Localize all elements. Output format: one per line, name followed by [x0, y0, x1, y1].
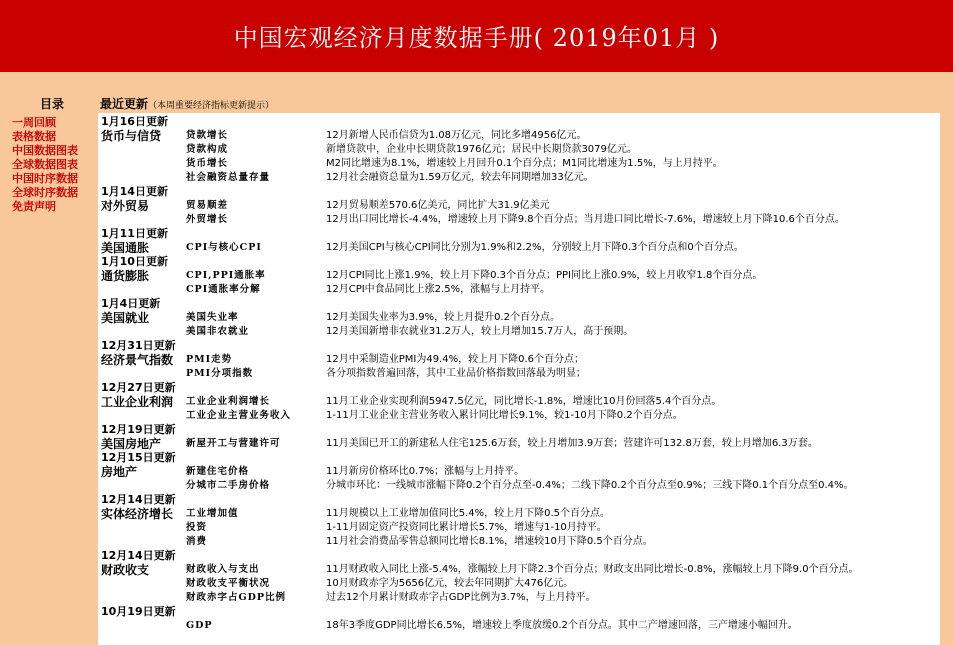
indicator-link[interactable]: 工业企业利润增长 [186, 396, 271, 407]
category-label: 财政收支 [101, 563, 150, 577]
indicator-description: 18年3季度GDP同比增长6.5%，增速较上季度放缓0.2个百分点。其中二产增速回落，三产增速小幅回升。 [326, 620, 798, 631]
update-date: 1月16日更新 [101, 115, 168, 128]
nav-link-global-timeseries[interactable]: 全球时序数据 [12, 186, 78, 199]
indicator-link[interactable]: 美国非农就业 [186, 326, 250, 337]
indicator-link[interactable]: 财政赤字占GDP比例 [186, 592, 286, 603]
indicator-row [98, 367, 940, 381]
update-date-row [98, 423, 940, 437]
indicator-description: 11月美国已开工的新建私人住宅125.6万套，较上月增加3.9万套；营建许可132.8万套，较上月增加6.3万套。 [326, 438, 818, 449]
indicator-row [98, 507, 940, 521]
indicator-description: 12月CPI中食品同比上涨2.5%，涨幅与上月持平。 [326, 284, 551, 295]
indicator-link[interactable]: 货币增长 [186, 158, 229, 169]
update-date-row [98, 115, 940, 129]
update-date-row [98, 381, 940, 395]
indicator-description: 12月贸易顺差570.6亿美元，同比扩大31.9亿美元 [326, 200, 550, 211]
update-date-row [98, 493, 940, 507]
indicator-row [98, 353, 940, 367]
indicator-link[interactable]: 外贸增长 [186, 214, 229, 225]
nav-link-china-charts[interactable]: 中国数据图表 [12, 144, 78, 157]
indicator-link[interactable]: 工业增加值 [186, 508, 239, 519]
update-date-row [98, 185, 940, 199]
indicator-description: 1-11月工业企业主营业务收入累计同比增长9.1%，较1-10月下降0.2个百分点。 [326, 410, 683, 421]
category-label: 实体经济增长 [101, 507, 174, 521]
indicator-row [98, 577, 940, 591]
indicator-description: M2同比增速为8.1%，增速较上月回升0.1个百分点；M1同比增速为1.5%，与上月持平。 [326, 158, 723, 169]
indicator-row [98, 325, 940, 339]
indicator-link[interactable]: PMI走势 [186, 354, 233, 365]
nav-link-global-charts[interactable]: 全球数据图表 [12, 158, 78, 171]
indicator-description: 11月新房价格环比0.7%；涨幅与上月持平。 [326, 466, 525, 477]
indicator-link[interactable]: 分城市二手房价格 [186, 480, 271, 491]
updates-title: 最近更新 [100, 97, 149, 111]
header-banner [0, 0, 953, 72]
indicator-row [98, 563, 940, 577]
update-date: 1月11日更新 [101, 227, 168, 240]
indicator-row [98, 241, 940, 255]
indicator-description: 12月美国新增非农就业31.2万人，较上月增加15.7万人，高于预期。 [326, 326, 634, 337]
indicator-description: 12月中采制造业PMI为49.4%，较上月下降0.6个百分点； [326, 354, 585, 365]
category-label: 美国房地产 [101, 437, 162, 451]
indicator-row [98, 409, 940, 423]
update-date-row [98, 297, 940, 311]
indicator-link[interactable]: 新建住宅价格 [186, 466, 250, 477]
indicator-link[interactable]: 贷款增长 [186, 130, 229, 141]
indicator-link[interactable]: 贸易顺差 [186, 200, 229, 211]
indicator-row [98, 171, 940, 185]
update-date: 12月14日更新 [101, 549, 176, 562]
indicator-description: 11月规模以上工业增加值同比5.4%，较上月下降0.5个百分点。 [326, 508, 611, 519]
category-label: 经济景气指数 [101, 353, 174, 367]
indicator-description: 11月社会消费品零售总额同比增长8.1%，增速较10月下降0.5个百分点。 [326, 536, 653, 547]
update-date: 12月14日更新 [101, 493, 176, 506]
indicator-row [98, 395, 940, 409]
update-date-row [98, 451, 940, 465]
nav-link-disclaimer[interactable]: 免责声明 [12, 200, 56, 213]
indicator-link[interactable]: PMI分项指数 [186, 368, 254, 379]
indicator-link[interactable]: 贷款构成 [186, 144, 229, 155]
indicator-description: 各分项指数普遍回落，其中工业品价格指数回落最为明显； [326, 368, 586, 379]
indicator-row [98, 213, 940, 227]
page-title: 中国宏观经济月度数据手册( 2019年01月 ) [233, 24, 720, 52]
update-date: 10月19日更新 [101, 605, 176, 618]
updates-header [100, 95, 940, 113]
indicator-description: 新增贷款中，企业中长期贷款1976亿元；居民中长期贷款3079亿元。 [326, 144, 637, 155]
nav-link-weekly-review[interactable]: 一周回顾 [12, 116, 56, 129]
indicator-row [98, 521, 940, 535]
category-label: 美国就业 [101, 311, 150, 325]
indicator-link[interactable]: 新屋开工与营建许可 [186, 438, 281, 449]
indicator-link[interactable]: CPI通胀率分解 [186, 284, 261, 295]
indicator-description: 12月CPI同比上涨1.9%，较上月下降0.3个百分点；PPI同比上涨0.9%，较上月收窄1.8个百分点。 [326, 270, 763, 281]
update-date: 1月10日更新 [101, 255, 168, 268]
indicator-link[interactable]: GDP [186, 620, 213, 631]
update-date-row [98, 549, 940, 563]
indicator-row [98, 465, 940, 479]
indicator-link[interactable]: 工业企业主营业务收入 [186, 410, 292, 421]
update-date-row [98, 605, 940, 619]
nav-link-table-data[interactable]: 表格数据 [12, 130, 56, 143]
indicator-description: 12月新增人民币信贷为1.08万亿元，同比多增4956亿元。 [326, 130, 587, 141]
indicator-row [98, 199, 940, 213]
indicator-description: 11月财政收入同比上涨-5.4%，涨幅较上月下降2.3个百分点；财政支出同比增长-0.8%，涨幅较上月下降9.0个百分点。 [326, 564, 859, 575]
update-date: 12月27日更新 [101, 381, 176, 394]
category-label: 美国通胀 [101, 241, 150, 255]
indicator-link[interactable]: CPI,PPI通胀率 [186, 270, 266, 281]
category-label: 通货膨胀 [101, 269, 150, 283]
indicator-row [98, 619, 940, 633]
indicator-link[interactable]: 美国失业率 [186, 312, 239, 323]
updates-panel [98, 113, 940, 645]
indicator-row [98, 591, 940, 605]
indicator-row [98, 479, 940, 493]
indicator-description: 分城市环比：一线城市涨幅下降0.2个百分点至-0.4%；二线下降0.2个百分点至0.9%；三线下降0.1个百分点至0.4%。 [326, 480, 854, 491]
indicator-description: 12月出口同比增长-4.4%，增速较上月下降9.8个百分点；当月进口同比增长-7.6%，增速较上月下降10.6个百分点。 [326, 214, 845, 225]
category-label: 对外贸易 [101, 199, 150, 213]
update-date-row [98, 255, 940, 269]
category-label: 房地产 [101, 465, 138, 479]
indicator-link[interactable]: 投资 [186, 522, 208, 533]
update-date: 12月15日更新 [101, 451, 176, 464]
indicator-description: 过去12个月累计财政赤字占GDP比例为3.7%，与上月持平。 [326, 592, 596, 603]
indicator-row [98, 129, 940, 143]
update-date: 1月14日更新 [101, 185, 168, 198]
indicator-row [98, 269, 940, 283]
update-date-row [98, 339, 940, 353]
indicator-description: 12月社会融资总量为1.59万亿元，较去年同期增加33亿元。 [326, 172, 594, 183]
indicator-row [98, 143, 940, 157]
indicator-description: 11月工业企业实现利润5947.5亿元，同比增长-1.8%，增速比10月份回落5.4个百分点。 [326, 396, 722, 407]
update-date-row [98, 227, 940, 241]
nav-title: 目录 [39, 97, 64, 111]
indicator-row [98, 535, 940, 549]
category-label: 工业企业利润 [101, 395, 174, 409]
indicator-row [98, 283, 940, 297]
indicator-link[interactable]: 财政收支平衡状况 [186, 578, 271, 589]
update-date: 12月31日更新 [101, 339, 176, 352]
indicator-description: 12月美国CPI与核心CPI同比分别为1.9%和2.2%，分别较上月下降0.3个百分点和0个百分点。 [326, 242, 744, 253]
indicator-description: 12月美国失业率为3.9%，较上月提升0.2个百分点。 [326, 312, 561, 323]
indicator-row [98, 157, 940, 171]
update-date: 12月19日更新 [101, 423, 176, 436]
indicator-link[interactable]: 财政收入与支出 [186, 564, 260, 575]
indicator-link[interactable]: 社会融资总量存量 [186, 172, 271, 183]
indicator-description: 1-11月固定资产投资同比累计增长5.7%，增速与1-10月持平。 [326, 522, 607, 533]
indicator-link[interactable]: 消费 [186, 536, 208, 547]
nav-link-china-timeseries[interactable]: 中国时序数据 [12, 172, 78, 185]
indicator-row [98, 311, 940, 325]
update-date: 1月4日更新 [101, 297, 161, 310]
indicator-link[interactable]: CPI与核心CPI [186, 242, 262, 253]
indicator-description: 10月财政赤字为5656亿元，较去年同期扩大476亿元。 [326, 578, 574, 589]
category-label: 货币与信贷 [101, 129, 162, 143]
updates-subtitle: （本周重要经济指标更新提示） [148, 101, 275, 111]
sidebar-nav [12, 116, 96, 214]
indicator-row [98, 437, 940, 451]
